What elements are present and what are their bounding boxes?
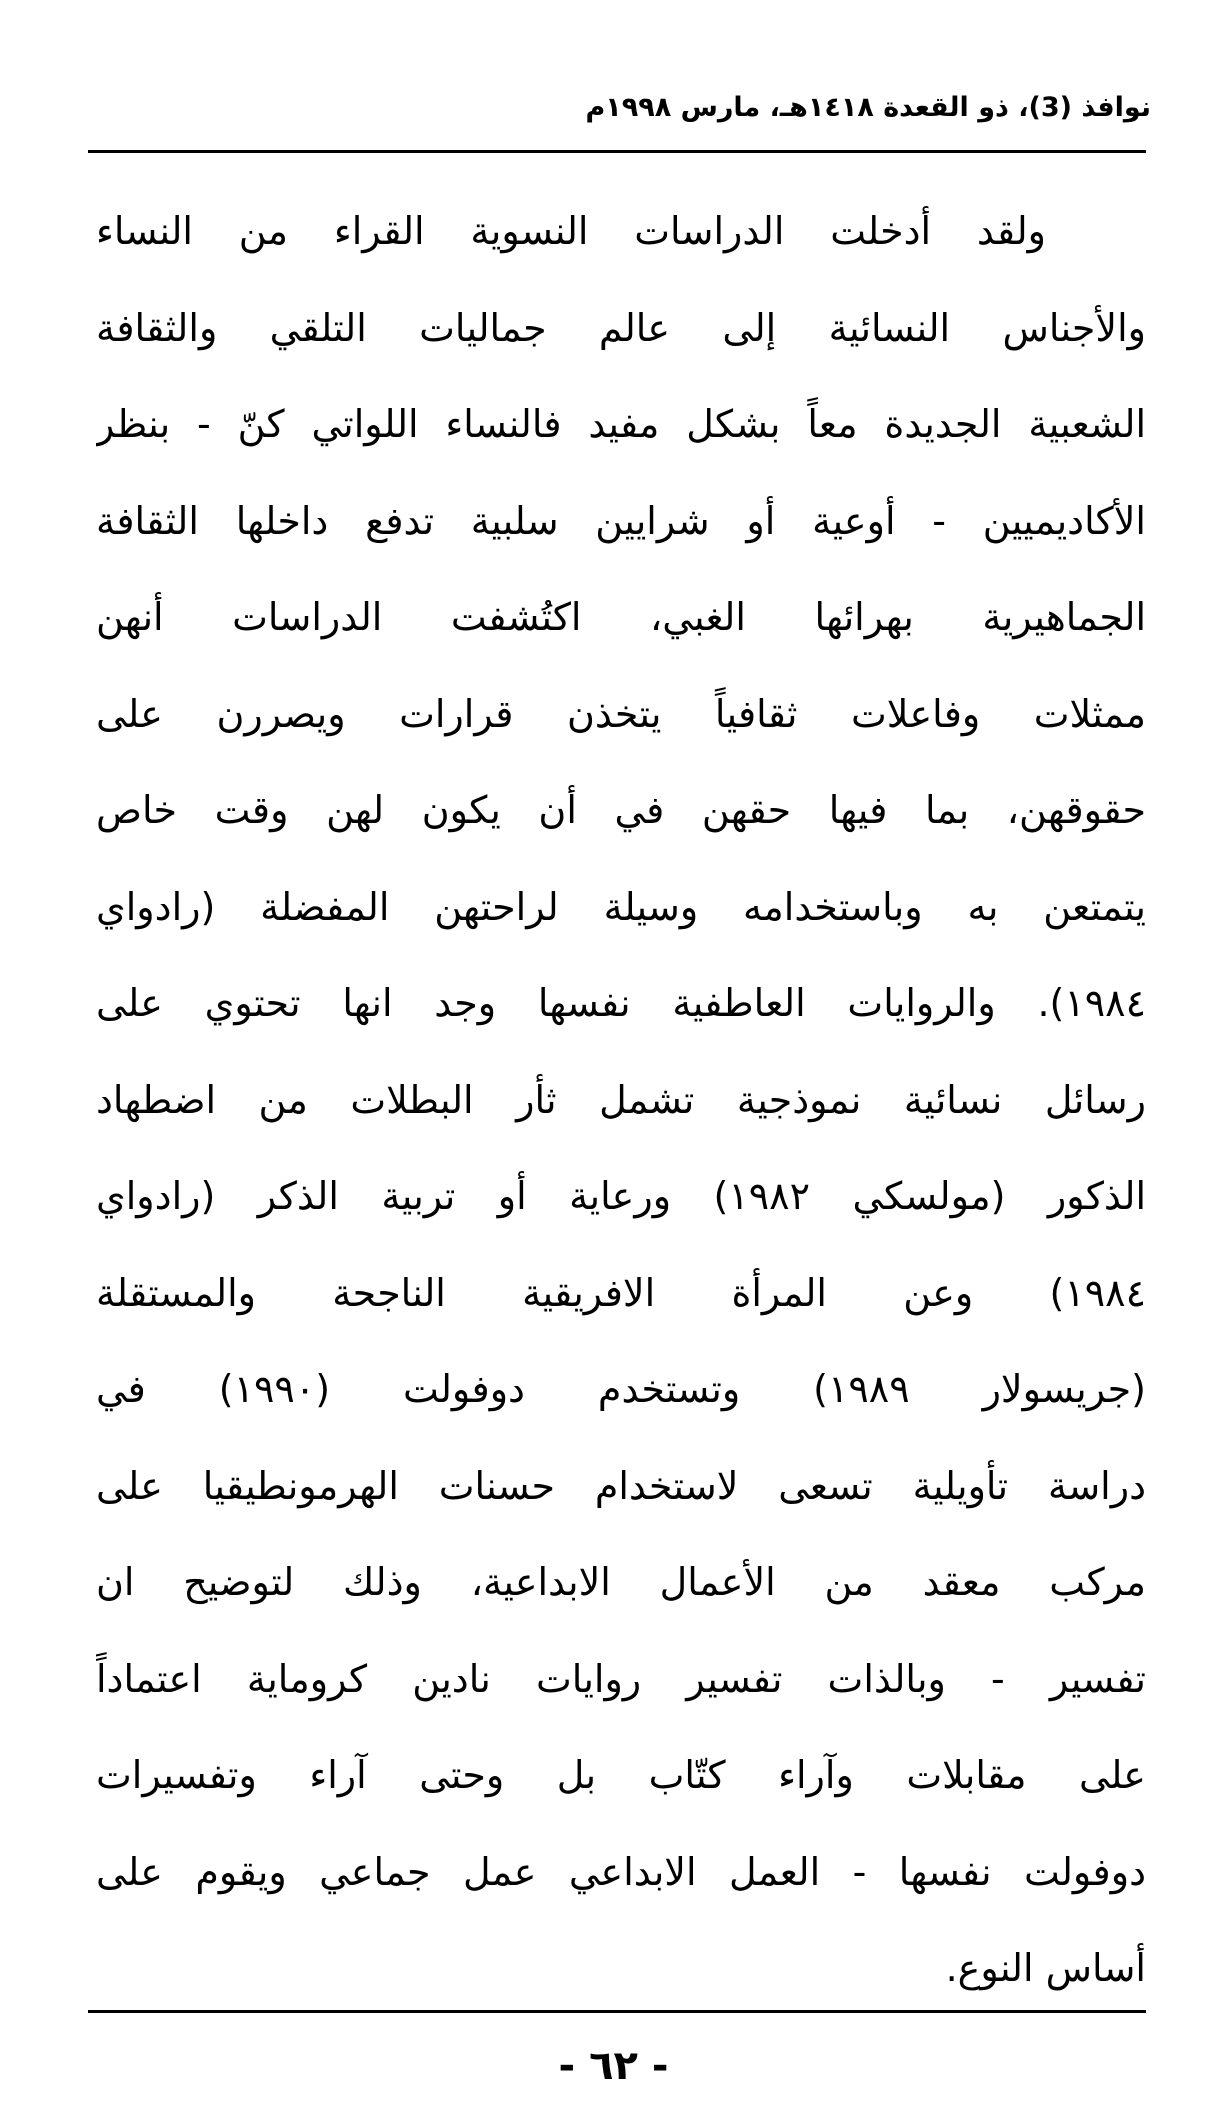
header-rule <box>88 150 1146 153</box>
body-line: ممثلات وفاعلات ثقافياً يتخذن قرارات ويصررن على <box>96 691 1146 736</box>
running-header: نوافذ (3)، ذو القعدة ١٤١٨هـ، مارس ١٩٩٨م <box>585 92 1151 123</box>
body-line: يتمتعن به وباستخدامه وسيلة لراحتهن المفضلة (رادواي <box>96 884 1146 929</box>
page-number: - ٦٢ - <box>558 2043 669 2089</box>
body-line: ١٩٨٤) وعن المرأة الافريقية الناجحة والمستقلة <box>96 1270 1146 1315</box>
body-line: الشعبية الجديدة معاً بشكل مفيد فالنساء اللواتي كنّ - بنظر <box>96 402 1146 446</box>
body-line: ١٩٨٤). والروايات العاطفية نفسها وجد انها تحتوي على <box>96 981 1146 1025</box>
body-line: ولقد أدخلت الدراسات النسوية القراء من النساء <box>96 209 1046 253</box>
body-line: الذكور (مولسكي ١٩٨٢) ورعاية أو تربية الذكر (رادواي <box>96 1174 1146 1218</box>
body-line: دوفولت نفسها - العمل الابداعي عمل جماعي ويقوم على <box>96 1849 1146 1894</box>
body-line: رسائل نسائية نموذجية تشمل ثأر البطلات من اضطهاد <box>96 1077 1146 1122</box>
body-line: على مقابلات وآراء كتّاب بل وحتى آراء وتفسيرات <box>96 1753 1146 1797</box>
body-line: (جريسولار ١٩٨٩) وتستخدم دوفولت (١٩٩٠) في <box>96 1367 1146 1411</box>
body-line: الجماهيرية بهرائها الغبي، اكتُشفت الدراسات أنهن <box>96 595 1146 639</box>
body-line: والأجناس النسائية إلى عالم جماليات التلقي والثقافة <box>96 305 1146 350</box>
body-line: تفسير - وبالذات تفسير روايات نادين كروماية اعتماداً <box>96 1656 1146 1701</box>
body-line: دراسة تأويلية تسعى لاستخدام حسنات الهرمونطيقيا على <box>96 1463 1146 1508</box>
body-text <box>96 198 1146 2032</box>
body-line: حقوقهن، بما فيها حقهن في أن يكون لهن وقت خاص <box>96 788 1146 832</box>
body-line: الأكاديميين - أوعية أو شرايين سلبية تدفع داخلها الثقافة <box>96 498 1146 543</box>
body-line: أساس النوع. <box>945 1946 1146 1990</box>
footer-rule <box>88 2010 1146 2013</box>
body-line: مركب معقد من الأعمال الابداعية، وذلك لتوضيح ان <box>96 1560 1146 1604</box>
